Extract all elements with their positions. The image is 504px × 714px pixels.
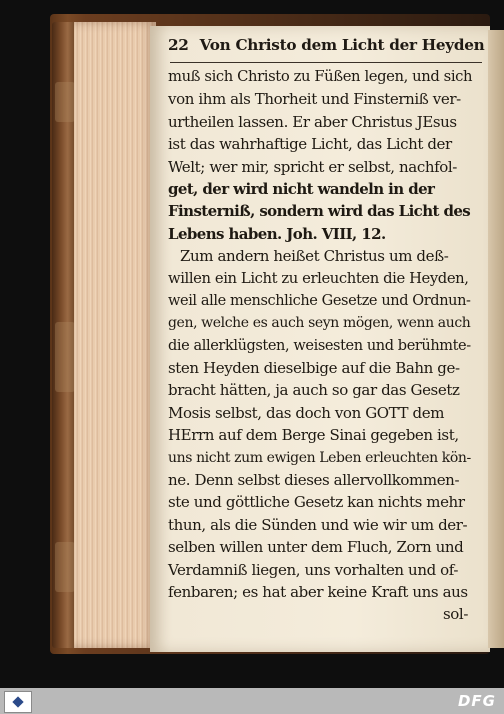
text-line: urtheilen lassen. Er aber Christus JEsus bbox=[168, 112, 457, 131]
text-line: von ihm als Thorheit und Finsterniß ver- bbox=[168, 90, 461, 109]
dfg-logo[interactable]: DFG bbox=[457, 692, 496, 710]
text-line: Lebens haben. Joh. VIII, 12. bbox=[168, 224, 386, 243]
text-line: thun, als die Sünden und wie wir um der- bbox=[168, 515, 468, 534]
text-line: uns nicht zum ewigen Leben erleuchten kön- bbox=[168, 449, 471, 466]
text-line: weil alle menschliche Gesetze und Ordnun- bbox=[168, 292, 471, 309]
text-line: sten Heyden dieselbige auf die Bahn ge- bbox=[168, 359, 460, 378]
page-right-edge bbox=[488, 30, 504, 648]
spine-wear-mark bbox=[55, 322, 75, 392]
text-line: Welt; wer mir, spricht er selbst, nachfol- bbox=[168, 157, 457, 176]
text-line: gen, welche es auch seyn mögen, wenn auch bbox=[168, 315, 471, 332]
text-line: Finsterniß, sondern wird das Licht des bbox=[168, 202, 471, 221]
header-rule bbox=[170, 62, 482, 63]
text-line: die allerklügsten, weisesten und berühmte- bbox=[168, 337, 471, 354]
text-line: ste und göttliche Gesetz kan nichts mehr bbox=[168, 493, 465, 512]
spine-wear-mark bbox=[55, 82, 75, 122]
text-line: ne. Denn selbst dieses allervollkommen- bbox=[168, 471, 460, 490]
text-line: HErrn auf dem Berge Sinai gegeben ist, bbox=[168, 426, 459, 445]
page-text bbox=[168, 66, 472, 626]
text-line: bracht hätten, ja auch so gar das Gesetz bbox=[168, 381, 460, 400]
text-line: Zum andern heißet Christus um deß- bbox=[180, 247, 449, 266]
catchword: sol- bbox=[443, 605, 468, 624]
spine-wear-mark bbox=[55, 542, 75, 592]
text-line: muß sich Christo zu Füßen legen, und sich bbox=[168, 68, 473, 85]
running-title: Von Christo dem Licht der Heyden bbox=[199, 36, 485, 54]
text-line: fenbaren; es hat aber keine Kraft uns aus bbox=[168, 582, 468, 601]
footer-bar bbox=[0, 688, 504, 714]
text-line: Verdamniß liegen, uns vorhalten und of- bbox=[168, 560, 459, 579]
page-edges bbox=[74, 22, 156, 648]
running-header bbox=[168, 36, 486, 54]
text-line: ist das wahrhaftige Licht, das Licht der bbox=[168, 135, 452, 154]
text-line: get, der wird nicht wandeln in der bbox=[168, 179, 435, 198]
page-number: 22 bbox=[168, 36, 189, 54]
library-logo-icon[interactable] bbox=[4, 691, 32, 713]
text-line: Mosis selbst, das doch von GOTT dem bbox=[168, 403, 445, 422]
text-line: selben willen unter dem Fluch, Zorn und bbox=[168, 538, 464, 557]
library-logo-mark bbox=[12, 696, 23, 707]
text-line: willen ein Licht zu erleuchten die Heyden, bbox=[168, 269, 469, 287]
